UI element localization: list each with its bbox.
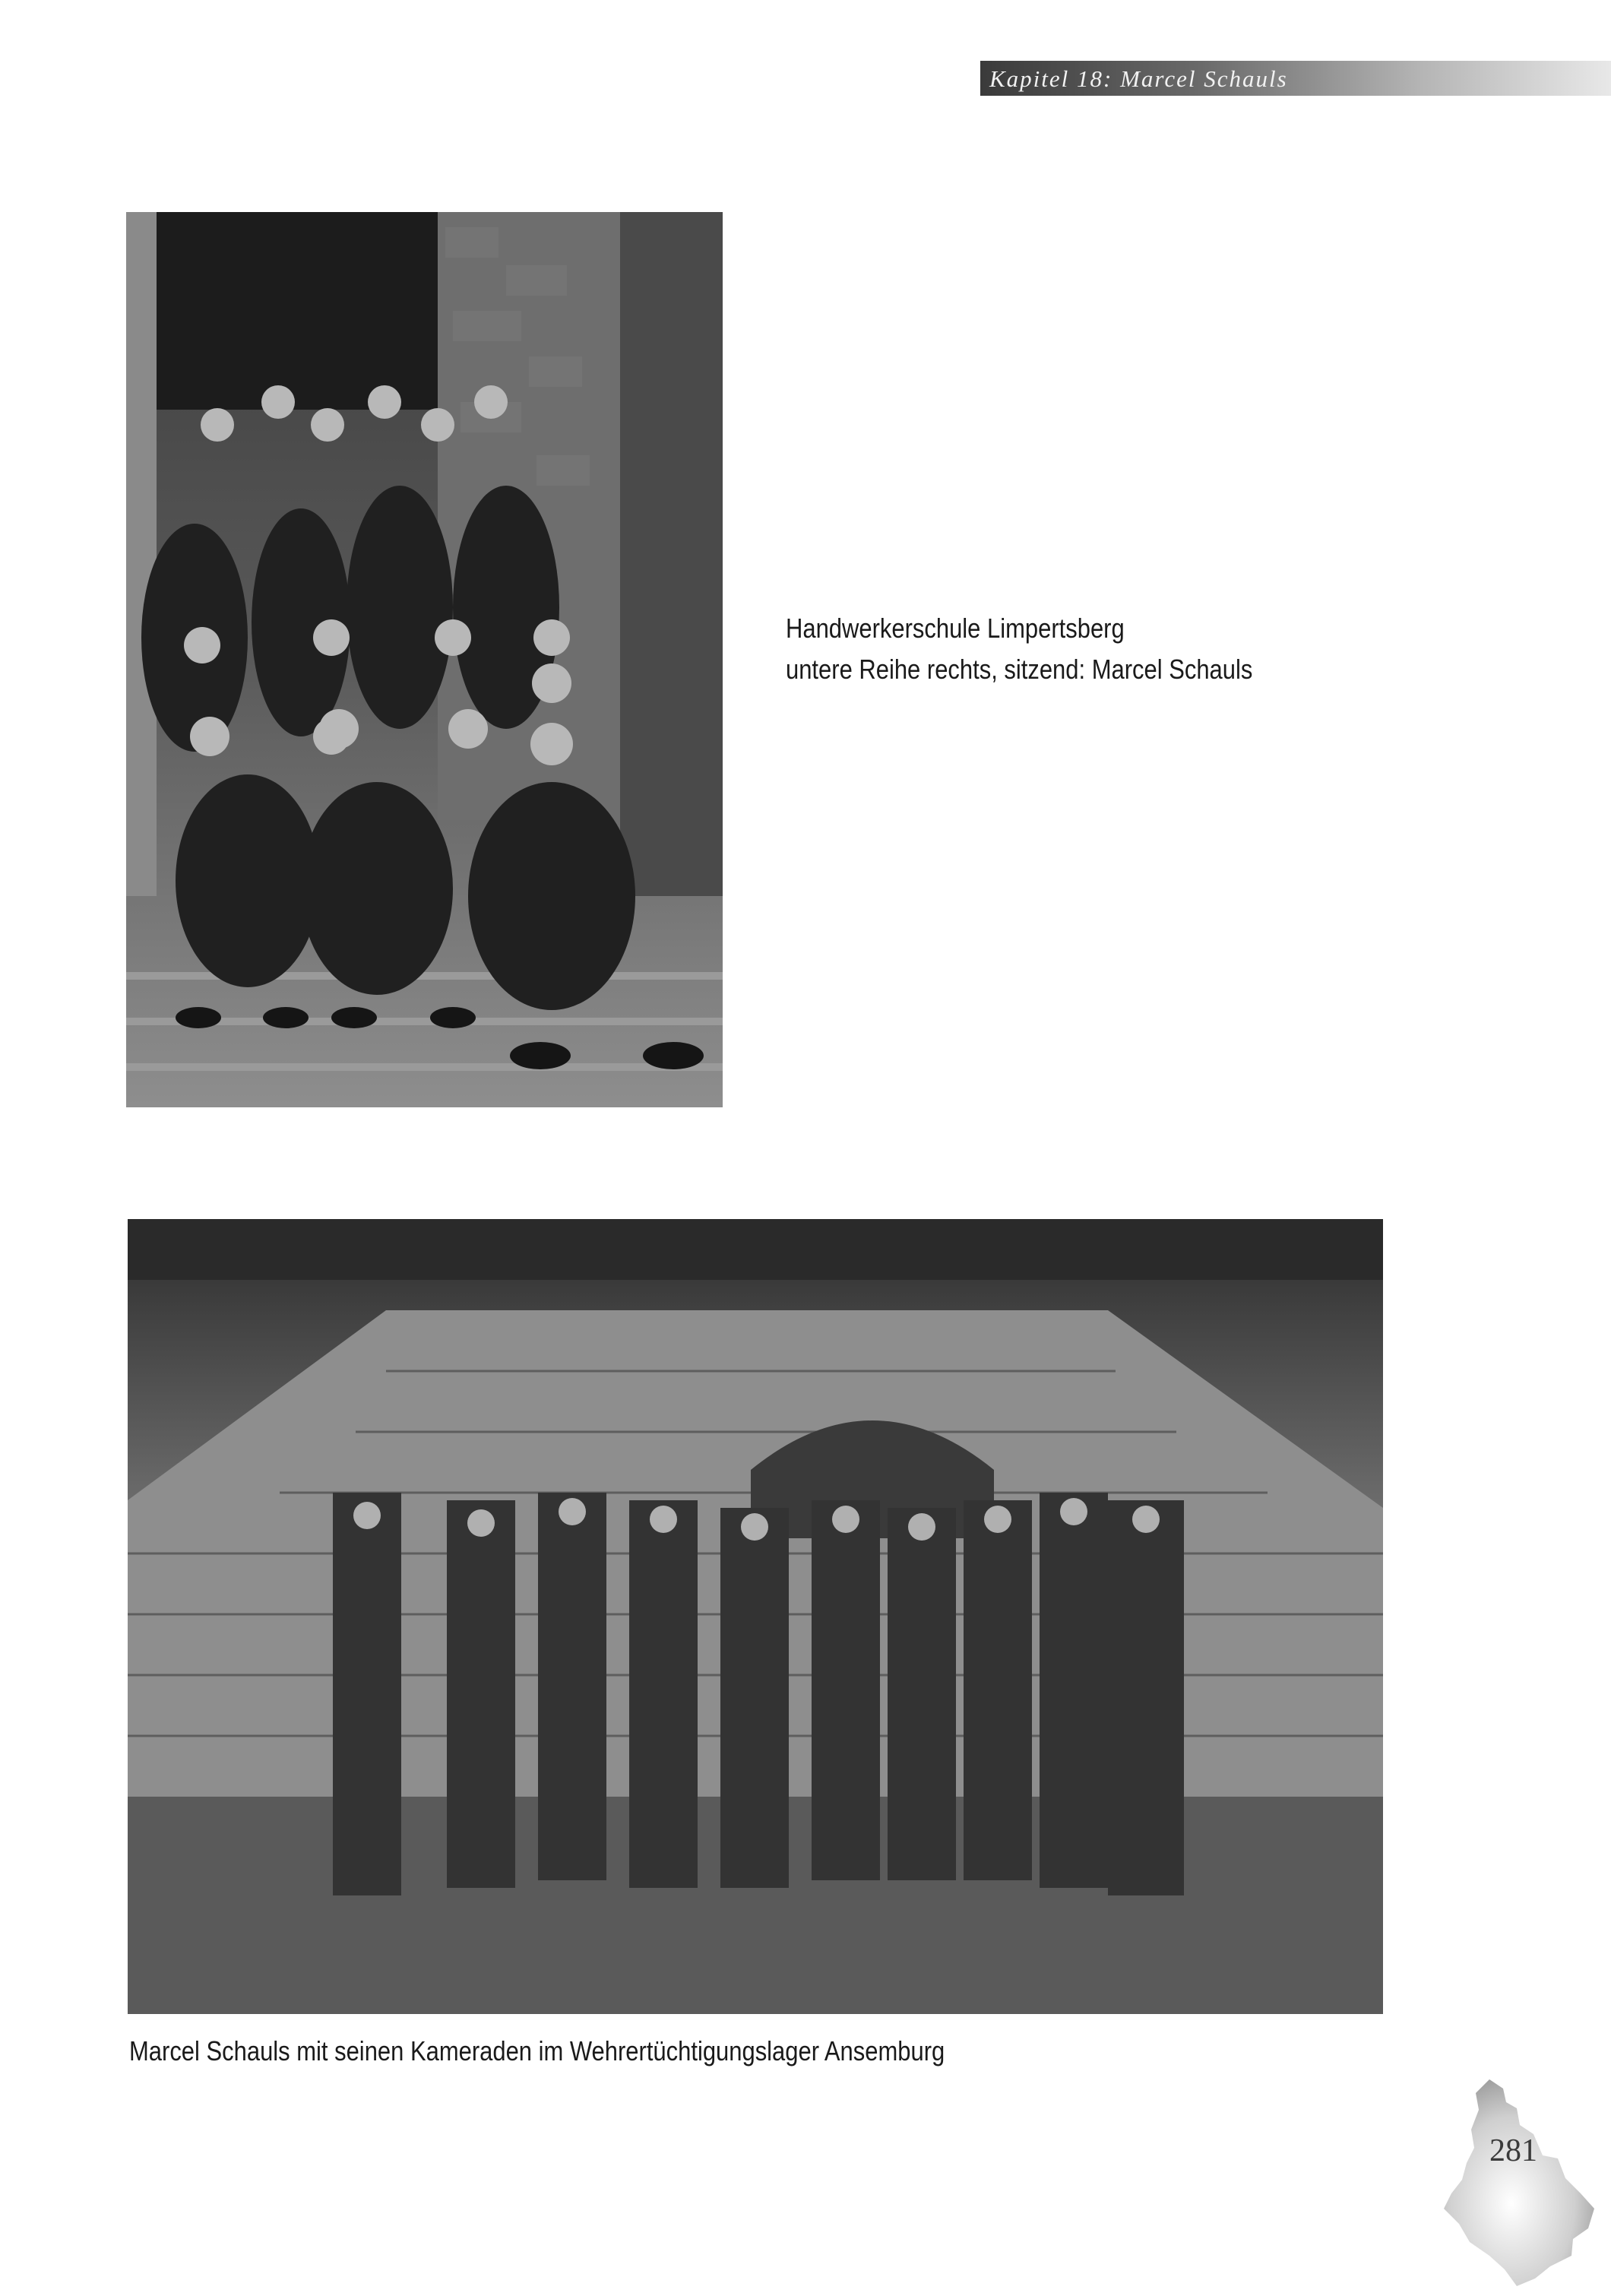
photo-school-group-image	[126, 212, 723, 1107]
luxembourg-map-icon	[1444, 2079, 1596, 2286]
caption-school-group	[786, 608, 1252, 690]
caption-school-line1: Handwerkerschule Limpertsberg	[786, 613, 1125, 644]
caption-school-line2: untere Reihe rechts, sitzend: Marcel Schauls	[786, 654, 1253, 685]
page-number: 281	[1489, 2133, 1537, 2168]
caption-camp-group: Marcel Schauls mit seinen Kameraden im Wehrertüchtigungslager Ansemburg	[129, 2035, 945, 2066]
photo-school-group	[126, 212, 723, 1107]
chapter-header: Kapitel 18: Marcel Schauls	[989, 65, 1288, 92]
photo-camp-group	[128, 1219, 1383, 2014]
photo-camp-group-image	[128, 1219, 1383, 2014]
